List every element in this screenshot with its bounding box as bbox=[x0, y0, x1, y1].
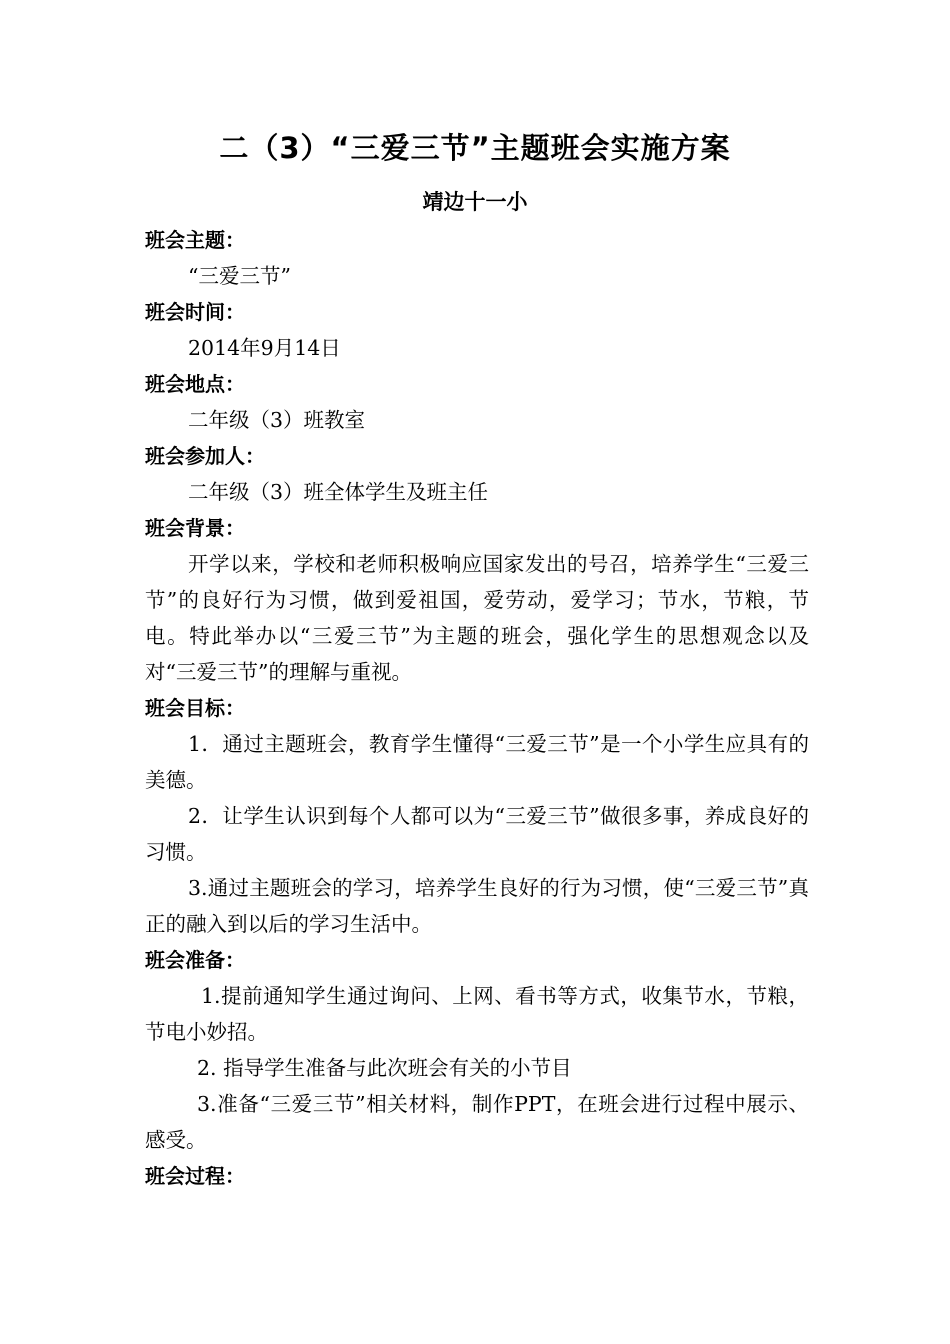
theme-content: “三爱三节” bbox=[188, 264, 291, 288]
goal-item: 3.通过主题班会的学习，培养学生良好的行为习惯，使“三爱三节”真正的融入到以后的学习生活中。 bbox=[145, 876, 809, 936]
document-title: 二（3）“三爱三节”主题班会实施方案 bbox=[219, 131, 731, 165]
location-heading: 班会地点： bbox=[145, 372, 245, 396]
preparation-item: 2. 指导学生准备与此次班会有关的小节目 bbox=[197, 1056, 572, 1080]
goals-heading: 班会目标： bbox=[145, 696, 245, 720]
participants-content: 二年级（3）班全体学生及班主任 bbox=[188, 480, 489, 504]
time-heading: 班会时间： bbox=[145, 300, 245, 324]
document-body bbox=[145, 222, 809, 1194]
time-content: 2014年9月14日 bbox=[188, 336, 341, 360]
location-content: 二年级（3）班教室 bbox=[188, 408, 366, 432]
goal-item: 2．让学生认识到每个人都可以为“三爱三节”做很多事，养成良好的习惯。 bbox=[145, 804, 809, 864]
background-content: 开学以来，学校和老师积极响应国家发出的号召，培养学生“三爱三节”的良好行为习惯，做到爱祖国，爱劳动，爱学习；节水，节粮，节电。特此举办以“三爱三节”为主题的班会，强化学生的思想观念以及对“三爱三节”的理解与重视。 bbox=[145, 552, 809, 684]
preparation-item: 1.提前通知学生通过询问、上网、看书等方式，收集节水，节粮，节电小妙招。 bbox=[145, 984, 809, 1044]
process-heading: 班会过程： bbox=[145, 1164, 245, 1188]
theme-heading: 班会主题： bbox=[145, 228, 245, 252]
background-heading: 班会背景： bbox=[145, 516, 245, 540]
school-name: 靖边十一小 bbox=[422, 190, 528, 214]
goal-item: 1．通过主题班会，教育学生懂得“三爱三节”是一个小学生应具有的美德。 bbox=[145, 732, 809, 792]
participants-heading: 班会参加人： bbox=[145, 444, 265, 468]
preparation-item: 3.准备“三爱三节”相关材料，制作PPT，在班会进行过程中展示、感受。 bbox=[145, 1092, 809, 1152]
preparation-heading: 班会准备： bbox=[145, 948, 245, 972]
